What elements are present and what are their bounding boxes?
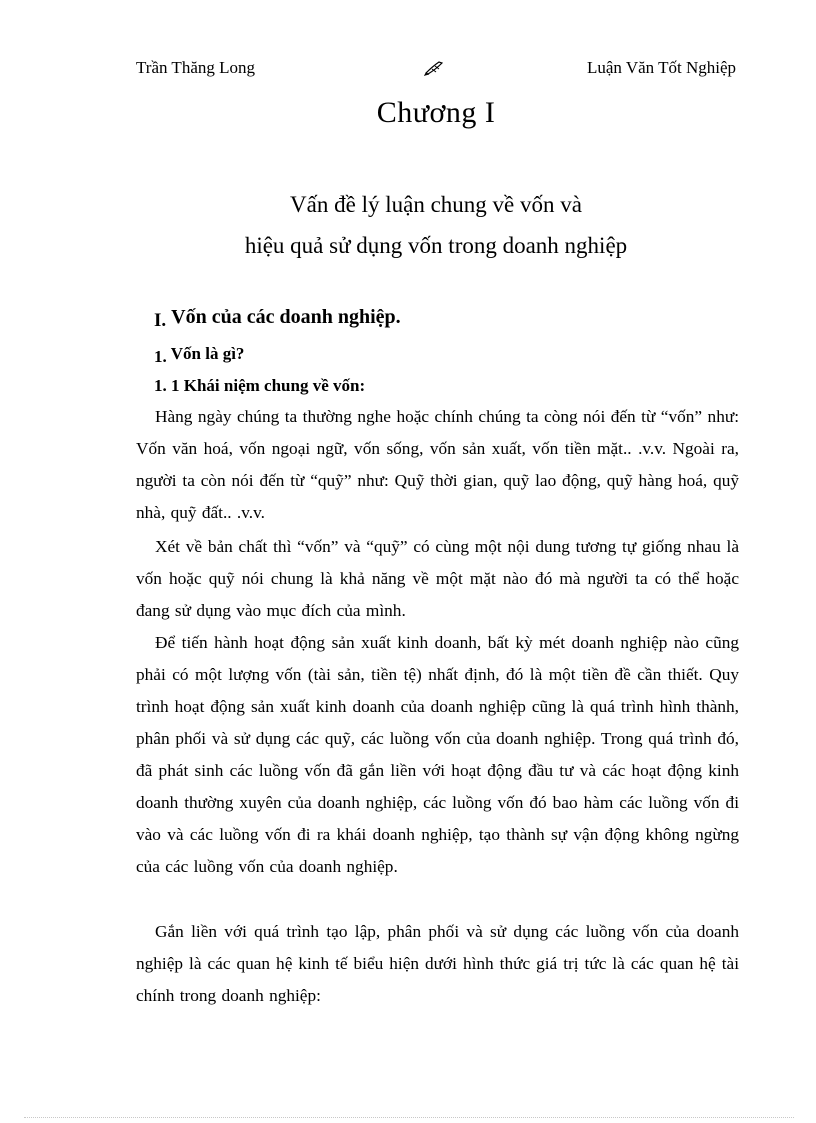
- chapter-subtitle-line-2: hiệu quả sử dụng vốn trong doanh nghiệp: [244, 233, 628, 258]
- paragraph: Để tiến hành hoạt động sản xuất kinh doanh, bất kỳ mét doanh nghiệp nào cũng phải có một lượng vốn (tài sản, tiền tệ) nhất định, đó là một tiền đề cần thiết. Quy trình hoạt động sản xuất kinh doanh của doanh nghiệp cũng là quá trình hình thành, phân phối và sử dụng các quỹ, các luồng vốn của doanh nghiệp. Trong quá trình đó, đã phát sinh các luồng vốn đã gắn liền với hoạt động đầu tư và các hoạt động kinh doanh thường xuyên của doanh nghiệp, các luồng vốn đó bao hàm các luồng vốn đi vào và các luồng vốn đi ra khái doanh nghiệp, tạo thành sự vận động không ngừng của các luồng vốn của doanh nghiệp.: [136, 633, 739, 876]
- section-heading: [154, 306, 401, 329]
- pen-nib-icon: [424, 60, 444, 76]
- subsection-heading: [154, 344, 244, 364]
- section-number: I.: [154, 310, 167, 331]
- page-header: [136, 58, 736, 82]
- subsection-title: Vốn là gì?: [170, 344, 245, 363]
- subsection-number: 1.: [154, 347, 167, 366]
- header-doc-type: Luận Văn Tốt Nghiệp: [586, 58, 736, 77]
- section-title: Vốn của các doanh nghiệp.: [171, 306, 401, 328]
- chapter-subtitle-line-1: Vấn đề lý luận chung về vốn và: [290, 192, 582, 217]
- paragraph: Xét về bản chất thì “vốn” và “quỹ” có cùng một nội dung tương tự giống nhau là vốn hoặc quỹ nói chung là khả năng về một mặt nào đó mà người ta có thể hoặc đang sử dụng vào mục đích của mình.: [136, 537, 739, 620]
- footer-divider: [24, 1117, 794, 1118]
- paragraph: Gắn liền với quá trình tạo lập, phân phối và sử dụng các luồng vốn của doanh nghiệp là các quan hệ kinh tế biểu hiện dưới hình thức giá trị tức là các quan hệ tài chính trong doanh nghiệp:: [136, 922, 739, 1005]
- header-author: Trần Thăng Long: [136, 58, 255, 77]
- subsubsection-heading: 1. 1 Khái niệm chung về vốn:: [154, 376, 366, 395]
- paragraph: Hàng ngày chúng ta thường nghe hoặc chính chúng ta còng nói đến từ “vốn” như: Vốn văn hoá, vốn ngoại ngữ, vốn sống, vốn sản xuất, vốn tiền mặt.. .v.v. Ngoài ra, người ta còn nói đến từ “quỹ” như: Quỹ thời gian, quỹ lao động, quỹ hàng hoá, quỹ nhà, quỹ đất.. .v.v.: [136, 407, 739, 522]
- chapter-title: Chương I: [376, 96, 496, 129]
